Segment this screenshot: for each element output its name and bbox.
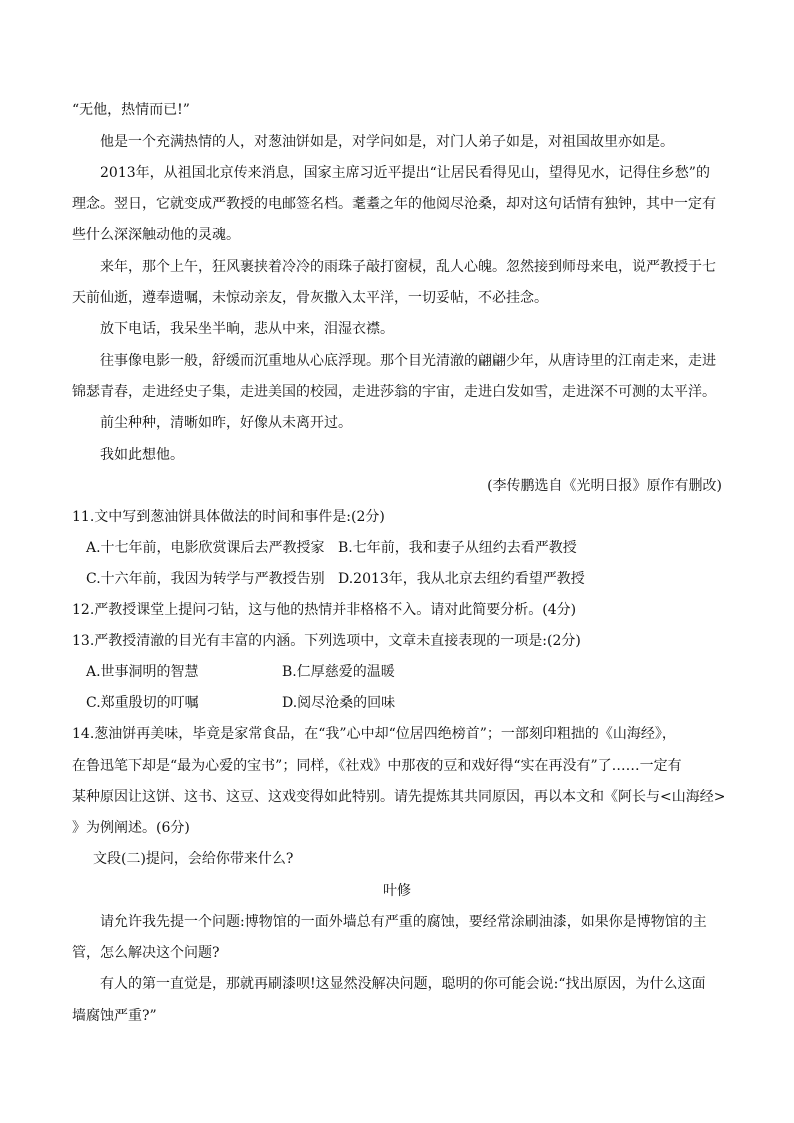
question-11-stem: 11.文中写到葱油饼具体做法的时间和事件是:(2分): [72, 509, 385, 525]
paragraph-memories-line-2: 锦瑟青春，走进经史子集，走进美国的校园，走进莎翁的宇宙，走进白发如雪，走进深不可测的太平洋。: [72, 384, 716, 400]
question-13-stem: 13.严教授清澈的目光有丰富的内涵。下列选项中，文章未直接表现的一项是:(2分): [72, 633, 581, 649]
paragraph-2013-line-2: 理念。翌日，它就变成严教授的电邮签名档。耄耋之年的他阅尽沧桑，却对这句话情有独钟，其中一定有: [72, 196, 716, 212]
question-13-option-b: B.仁厚慈爱的温暖: [282, 664, 395, 680]
question-14-line-4: 》为例阐述。(6分): [72, 820, 190, 836]
question-13-option-a: A.世事洞明的智慧: [86, 664, 199, 680]
question-13-option-c: C.郑重殷切的叮嘱: [86, 695, 199, 711]
question-13-option-d: D.阅尽沧桑的回味: [282, 695, 396, 711]
paragraph-phone: 放下电话，我呆坐半晌，悲从中来，泪湿衣襟。: [100, 321, 394, 337]
question-11-option-a: A.十七年前，电影欣赏课后去严教授家: [86, 540, 325, 556]
quote-line: “无他，热情而已!”: [72, 102, 190, 118]
passage-2-paragraph-2-line-2: 墙腐蚀严重?”: [72, 1008, 157, 1024]
question-14-line-1: 14.葱油饼再美味，毕竟是家常食品，在“我”心中却“位居四绝榜首”；一部刻印粗拙的《山海经》，: [72, 726, 676, 742]
source-citation: (李传鹏选自《光明日报》原作有删改): [487, 478, 722, 494]
paragraph-2013-line-3: 些什么深深触动他的灵魂。: [72, 227, 240, 243]
paragraph-passion: 他是一个充满热情的人，对葱油饼如是，对学问如是，对门人弟子如是，对祖国故里亦如是。: [100, 134, 674, 150]
question-11-option-c: C.十六年前，我因为转学与严教授告别: [86, 571, 325, 587]
question-11-option-b: B.七年前，我和妻子从纽约去看严教授: [338, 540, 577, 556]
section-2-heading: 文段(二)提问，会给你带来什么?: [93, 851, 294, 867]
question-14-line-2: 在鲁迅笔下却是“最为心爱的宝书”；同样，《社戏》中那夜的豆和戏好得“实在再没有”了……一定有: [72, 758, 682, 774]
paragraph-memories-line-1: 往事像电影一般，舒缓而沉重地从心底浮现。那个目光清澈的翩翩少年，从唐诗里的江南走来，走进: [100, 353, 716, 369]
question-11-option-d: D.2013年，我从北京去纽约看望严教授: [338, 571, 585, 587]
paragraph-miss: 我如此想他。: [100, 447, 184, 463]
paragraph-next-year-line-2: 天前仙逝，遵奉遗嘱，未惊动亲友，骨灰撒入太平洋，一切妥帖，不必挂念。: [72, 290, 548, 306]
passage-2-paragraph-2-line-1: 有人的第一直觉是，那就再刷漆呗!这显然没解决问题，聪明的你可能会说:“找出原因，为什么这面: [100, 976, 706, 992]
passage-2-author: 叶修: [383, 883, 411, 899]
question-14-line-3: 某种原因让这饼、这书、这豆、这戏变得如此特别。请先提炼其共同原因，再以本文和《阿长与<山海经>: [72, 789, 726, 805]
paragraph-next-year-line-1: 来年，那个上午，狂风裹挟着冷冷的雨珠子敲打窗棂，乱人心魄。忽然接到师母来电，说严教授于七: [100, 259, 716, 275]
paragraph-past: 前尘种种，清晰如昨，好像从未离开过。: [100, 415, 352, 431]
paragraph-2013-line-1: 2013年，从祖国北京传来消息，国家主席习近平提出“让居民看得见山，望得见水，记得住乡愁”的: [100, 165, 710, 181]
question-12-stem: 12.严教授课堂上提问刁钻，这与他的热情并非格格不入。请对此简要分析。(4分): [72, 602, 577, 618]
passage-2-paragraph-1-line-1: 请允许我先提一个问题:博物馆的一面外墙总有严重的腐蚀，要经常涂刷油漆，如果你是博物馆的主: [100, 914, 707, 930]
passage-2-paragraph-1-line-2: 管，怎么解决这个问题?: [72, 945, 220, 961]
